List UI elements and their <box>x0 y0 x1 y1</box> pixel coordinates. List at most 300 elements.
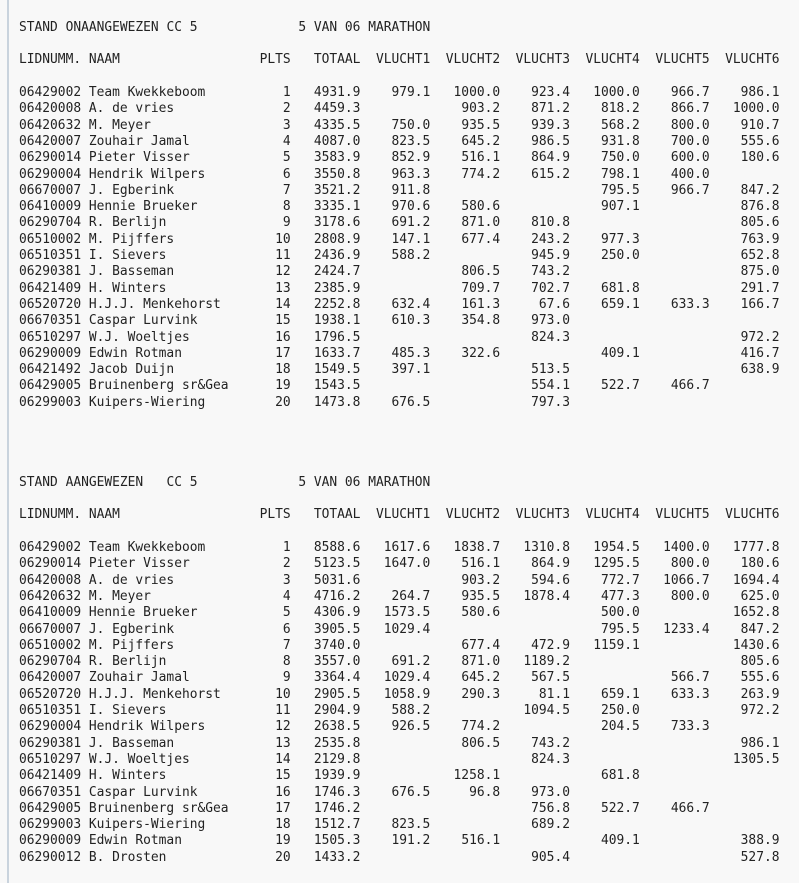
vlucht3-cell: 810.8 <box>531 215 570 231</box>
totaal-cell: 1939.9 <box>313 768 361 784</box>
vlucht2-cell: 871.0 <box>461 215 501 231</box>
naam-cell: J. Basseman <box>88 735 175 751</box>
vlucht1-header: VLUCHT1 <box>375 52 431 67</box>
vlucht6-cell: 972.2 <box>740 703 780 718</box>
naam-cell: H.J.J. Menkehorst <box>88 296 221 312</box>
totaal-cell: 1549.5 <box>313 362 361 378</box>
lidnummer-cell: 06670007 <box>19 621 82 637</box>
plts-cell: 2 <box>282 556 291 572</box>
naam-cell: Kuipers-Wiering <box>88 817 206 833</box>
vlucht3-cell: 513.5 <box>531 362 570 378</box>
plts-header: PLTS <box>259 507 291 522</box>
lidnummer-cell: 06421492 <box>19 362 82 378</box>
vlucht2-cell: 677.4 <box>461 231 501 247</box>
lidnummer-cell: 06670351 <box>19 313 82 329</box>
lidnummer-cell: 06421409 <box>19 768 82 784</box>
vlucht4-cell: 409.1 <box>601 833 640 849</box>
naam-cell: M. Meyer <box>88 117 151 133</box>
vlucht4-cell: 522.7 <box>601 378 640 394</box>
vlucht1-cell: 147.1 <box>391 231 431 247</box>
vlucht4-cell: 659.1 <box>601 296 640 312</box>
totaal-cell: 1746.3 <box>313 784 361 800</box>
vlucht5-cell: 1233.4 <box>663 621 710 637</box>
vlucht5-cell: 633.3 <box>670 296 710 312</box>
lidnummer-cell: 06510002 <box>19 231 82 247</box>
totaal-cell: 3557.0 <box>313 654 361 670</box>
table-row <box>19 703 799 719</box>
vlucht2-cell: 1000.0 <box>453 85 501 100</box>
totaal-cell: 2904.9 <box>313 703 361 718</box>
vlucht2-cell: 354.8 <box>461 313 501 329</box>
totaal-cell: 4931.9 <box>313 85 361 100</box>
vlucht1-cell: 852.9 <box>391 150 431 166</box>
plts-cell: 6 <box>282 166 291 182</box>
table-row <box>19 540 799 556</box>
vlucht1-cell: 963.3 <box>391 166 431 182</box>
lidnummer-cell: 06510002 <box>19 637 82 653</box>
vlucht1-cell: 1617.6 <box>383 540 431 555</box>
vlucht1-cell: 588.2 <box>391 248 431 263</box>
naam-cell: Bruinenberg sr&Gea <box>88 378 229 394</box>
vlucht5-cell: 466.7 <box>670 800 710 816</box>
lidnummer-cell: 06420007 <box>19 670 82 686</box>
vlucht3-cell: 472.9 <box>531 637 570 653</box>
vlucht4-cell: 1954.5 <box>593 540 640 555</box>
vlucht6-cell: 555.6 <box>740 133 780 149</box>
vlucht1-cell: 610.3 <box>391 313 431 329</box>
vlucht6-cell: 625.0 <box>740 588 780 604</box>
table-row <box>19 638 799 654</box>
lidnummer-cell: 06520720 <box>19 686 82 702</box>
vlucht3-cell: 824.3 <box>531 751 570 767</box>
vlucht3-cell: 81.1 <box>538 686 570 702</box>
lidnummer-cell: 06429005 <box>19 378 82 394</box>
vlucht4-cell: 522.7 <box>601 800 640 816</box>
vlucht5-cell: 733.3 <box>670 719 710 735</box>
plts-cell: 18 <box>275 362 291 378</box>
vlucht4-cell: 659.1 <box>601 686 640 702</box>
plts-cell: 14 <box>275 296 291 312</box>
vlucht3-cell: 824.3 <box>531 329 570 345</box>
table-row <box>19 150 799 166</box>
vlucht6-cell: 180.6 <box>740 150 780 166</box>
plts-cell: 15 <box>275 768 291 784</box>
vlucht6-cell: 638.9 <box>740 362 780 378</box>
vlucht1-cell: 397.1 <box>391 362 431 378</box>
vlucht2-cell: 1838.7 <box>453 540 501 555</box>
plts-cell: 5 <box>282 605 291 621</box>
vlucht5-cell: 966.7 <box>670 85 710 100</box>
vlucht6-cell: 555.6 <box>740 670 780 686</box>
naam-cell: W.J. Woeltjes <box>88 751 190 767</box>
totaal-cell: 2436.9 <box>313 248 361 263</box>
plts-cell: 6 <box>282 621 291 637</box>
vlucht3-cell: 743.2 <box>531 264 570 280</box>
vlucht2-cell: 516.1 <box>461 833 501 849</box>
vlucht1-cell: 632.4 <box>391 296 431 312</box>
plts-cell: 11 <box>275 248 291 263</box>
vlucht6-cell: 527.8 <box>740 849 780 865</box>
vlucht4-cell: 795.5 <box>601 621 640 637</box>
totaal-cell: 3905.5 <box>313 621 361 637</box>
naam-cell: J. Egberink <box>88 182 175 198</box>
naam-cell: Pieter Visser <box>88 150 190 166</box>
vlucht1-cell: 691.2 <box>391 654 431 670</box>
vlucht5-cell: 866.7 <box>670 101 710 117</box>
plts-cell: 12 <box>275 719 291 735</box>
vlucht5-cell: 1066.7 <box>663 572 710 588</box>
naam-header: NAAM <box>88 52 120 67</box>
lidnummer-cell: 06510297 <box>19 751 82 767</box>
vlucht3-cell: 905.4 <box>531 849 570 865</box>
vlucht6-cell: 847.2 <box>740 621 780 637</box>
vlucht2-cell: 871.0 <box>461 654 501 670</box>
lidnummer-cell: 06429002 <box>19 85 82 100</box>
table-row <box>19 768 799 784</box>
naam-cell: W.J. Woeltjes <box>88 329 190 345</box>
table-row <box>19 167 799 183</box>
vlucht4-cell: 795.5 <box>601 182 640 198</box>
plts-cell: 1 <box>282 85 291 100</box>
totaal-cell: 2424.7 <box>313 264 361 280</box>
plts-cell: 2 <box>282 101 291 117</box>
lidnummer-cell: 06290381 <box>19 735 82 751</box>
plts-cell: 15 <box>275 313 291 329</box>
vlucht2-cell: 774.2 <box>461 719 501 735</box>
vlucht2-cell: 96.8 <box>469 784 501 800</box>
vlucht2-cell: 580.6 <box>461 199 501 215</box>
vlucht4-cell: 1295.5 <box>593 556 640 572</box>
plts-cell: 1 <box>282 540 291 555</box>
vlucht4-cell: 798.1 <box>601 166 640 182</box>
vlucht3-cell: 756.8 <box>531 800 570 816</box>
vlucht2-cell: 806.5 <box>461 264 501 280</box>
vlucht6-cell: 388.9 <box>740 833 780 849</box>
totaal-cell: 4459.3 <box>313 101 361 117</box>
totaal-cell: 3335.1 <box>313 199 361 215</box>
lidnummer-cell: 06670351 <box>19 784 82 800</box>
vlucht5-cell: 1400.0 <box>663 540 710 555</box>
plts-cell: 16 <box>275 784 291 800</box>
plts-cell: 13 <box>275 280 291 296</box>
left-border <box>7 0 9 883</box>
vlucht6-cell: 847.2 <box>740 182 780 198</box>
totaal-cell: 1746.2 <box>313 800 361 816</box>
table-row <box>19 281 799 297</box>
vlucht6-cell: 805.6 <box>740 654 780 670</box>
lidnummer-cell: 06290014 <box>19 556 82 572</box>
vlucht4-cell: 1159.1 <box>593 637 640 653</box>
vlucht6-cell: 875.0 <box>740 264 780 280</box>
lidnummer-cell: 06290009 <box>19 833 82 849</box>
plts-cell: 10 <box>275 686 291 702</box>
table-row <box>19 850 799 866</box>
vlucht4-cell: 977.3 <box>601 231 640 247</box>
lidnummer-cell: 06290381 <box>19 264 82 280</box>
vlucht5-cell: 800.0 <box>670 556 710 572</box>
totaal-cell: 1543.5 <box>313 378 361 394</box>
table-row <box>19 362 799 378</box>
plts-cell: 3 <box>282 572 291 588</box>
vlucht1-cell: 970.6 <box>391 199 431 215</box>
vlucht3-cell: 864.9 <box>531 556 570 572</box>
vlucht2-cell: 1258.1 <box>453 768 501 784</box>
vlucht4-cell: 1000.0 <box>593 85 640 100</box>
naam-cell: H. Winters <box>88 768 167 784</box>
totaal-cell: 5031.6 <box>313 572 361 588</box>
vlucht1-cell: 823.5 <box>391 133 431 149</box>
lidnummer-cell: 06299003 <box>19 394 82 410</box>
vlucht3-cell: 554.1 <box>531 378 570 394</box>
naam-cell: Caspar Lurvink <box>88 784 198 800</box>
totaal-cell: 2385.9 <box>313 280 361 296</box>
naam-cell: H.J.J. Menkehorst <box>88 686 221 702</box>
vlucht6-cell: 291.7 <box>740 280 780 296</box>
totaal-cell: 8588.6 <box>313 540 361 555</box>
totaal-cell: 5123.5 <box>313 556 361 572</box>
vlucht2-cell: 516.1 <box>461 150 501 166</box>
totaal-cell: 2129.8 <box>313 751 361 767</box>
naam-cell: Edwin Rotman <box>88 833 182 849</box>
plts-cell: 5 <box>282 150 291 166</box>
totaal-cell: 2905.5 <box>313 686 361 702</box>
vlucht1-cell: 676.5 <box>391 784 431 800</box>
lidnummer-cell: 06420008 <box>19 572 82 588</box>
vlucht4-cell: 931.8 <box>601 133 640 149</box>
plts-cell: 8 <box>282 199 291 215</box>
totaal-cell: 4716.2 <box>313 588 361 604</box>
lidnummer-header: LIDNUMM. <box>19 507 82 522</box>
table-row <box>19 622 799 638</box>
table-row <box>19 232 799 248</box>
plts-cell: 12 <box>275 264 291 280</box>
totaal-cell: 3583.9 <box>313 150 361 166</box>
vlucht5-cell: 566.7 <box>670 670 710 686</box>
vlucht2-cell: 709.7 <box>461 280 501 296</box>
naam-cell: J. Basseman <box>88 264 175 280</box>
naam-cell: Bruinenberg sr&Gea <box>88 800 229 816</box>
totaal-cell: 4087.0 <box>313 133 361 149</box>
vlucht1-cell: 485.3 <box>391 345 431 361</box>
plts-cell: 9 <box>282 215 291 231</box>
lidnummer-cell: 06410009 <box>19 199 82 215</box>
totaal-cell: 2252.8 <box>313 296 361 312</box>
title-line <box>19 475 799 491</box>
vlucht5-cell: 800.0 <box>670 117 710 133</box>
table-row <box>19 801 799 817</box>
lidnummer-cell: 06421409 <box>19 280 82 296</box>
naam-cell: R. Berlijn <box>88 215 167 231</box>
vlucht3-cell: 743.2 <box>531 735 570 751</box>
vlucht4-cell: 818.2 <box>601 101 640 117</box>
vlucht2-cell: 516.1 <box>461 556 501 572</box>
lidnummer-cell: 06429005 <box>19 800 82 816</box>
vlucht3-cell: 1189.2 <box>523 654 570 670</box>
vlucht6-cell: 1694.4 <box>732 572 780 588</box>
vlucht6-cell: 166.7 <box>740 296 780 312</box>
vlucht1-cell: 1573.5 <box>383 605 431 621</box>
vlucht5-cell: 800.0 <box>670 588 710 604</box>
table-row <box>19 248 799 264</box>
vlucht1-cell: 979.1 <box>391 85 431 100</box>
plts-cell: 17 <box>275 800 291 816</box>
vlucht3-cell: 923.4 <box>531 85 570 100</box>
vlucht3-cell: 702.7 <box>531 280 570 296</box>
vlucht3-cell: 1310.8 <box>523 540 570 555</box>
lidnummer-cell: 06520720 <box>19 296 82 312</box>
vlucht1-cell: 588.2 <box>391 703 431 718</box>
vlucht6-cell: 763.9 <box>740 231 780 247</box>
plts-cell: 7 <box>282 637 291 653</box>
plts-cell: 20 <box>275 394 291 410</box>
lidnummer-cell: 06290704 <box>19 215 82 231</box>
lidnummer-cell: 06420632 <box>19 117 82 133</box>
table-row <box>19 719 799 735</box>
plts-cell: 13 <box>275 735 291 751</box>
vlucht4-cell: 250.0 <box>601 248 640 263</box>
totaal-cell: 3364.4 <box>313 670 361 686</box>
totaal-cell: 1505.3 <box>313 833 361 849</box>
lidnummer-cell: 06290012 <box>19 849 82 865</box>
vlucht6-cell: 1430.6 <box>732 637 780 653</box>
vlucht3-cell: 871.2 <box>531 101 570 117</box>
vlucht6-header: VLUCHT6 <box>725 507 780 522</box>
vlucht2-cell: 322.6 <box>461 345 501 361</box>
vlucht3-header: VLUCHT3 <box>515 507 570 522</box>
naam-header: NAAM <box>88 507 120 522</box>
vlucht2-cell: 903.2 <box>461 101 501 117</box>
table-row <box>19 264 799 280</box>
section-subtitle: 5 VAN 06 MARATHON <box>298 20 431 35</box>
plts-cell: 4 <box>282 588 291 604</box>
naam-cell: Team Kwekkeboom <box>88 540 206 555</box>
lidnummer-cell: 06290004 <box>19 166 82 182</box>
table-row <box>19 670 799 686</box>
plts-cell: 9 <box>282 670 291 686</box>
vlucht4-cell: 477.3 <box>601 588 640 604</box>
naam-cell: Hennie Brueker <box>88 605 198 621</box>
plts-cell: 17 <box>275 345 291 361</box>
table-row <box>19 297 799 313</box>
table-row <box>19 817 799 833</box>
table-row <box>19 395 799 411</box>
plts-cell: 19 <box>275 378 291 394</box>
vlucht1-cell: 1647.0 <box>383 556 431 572</box>
lidnummer-cell: 06670007 <box>19 182 82 198</box>
totaal-cell: 2808.9 <box>313 231 361 247</box>
vlucht6-cell: 1000.0 <box>732 101 780 117</box>
vlucht1-cell: 1029.4 <box>383 670 431 686</box>
totaal-cell: 2535.8 <box>313 735 361 751</box>
lidnummer-cell: 06290009 <box>19 345 82 361</box>
totaal-cell: 3521.2 <box>313 182 361 198</box>
plts-cell: 4 <box>282 133 291 149</box>
table-row <box>19 183 799 199</box>
table-row <box>19 833 799 849</box>
vlucht4-cell: 681.8 <box>601 768 640 784</box>
vlucht3-cell: 945.9 <box>531 248 570 263</box>
naam-cell: Zouhair Jamal <box>88 670 190 686</box>
vlucht1-cell: 1029.4 <box>383 621 431 637</box>
vlucht1-cell: 926.5 <box>391 719 431 735</box>
plts-cell: 8 <box>282 654 291 670</box>
table-row <box>19 85 799 101</box>
vlucht4-cell: 772.7 <box>601 572 640 588</box>
table-row <box>19 785 799 801</box>
vlucht2-cell: 677.4 <box>461 637 501 653</box>
lidnummer-cell: 06290704 <box>19 654 82 670</box>
lidnummer-cell: 06420632 <box>19 588 82 604</box>
lidnummer-cell: 06420007 <box>19 133 82 149</box>
lidnummer-cell: 06510351 <box>19 703 82 718</box>
plts-cell: 14 <box>275 751 291 767</box>
vlucht6-cell: 263.9 <box>740 686 780 702</box>
totaal-cell: 1938.1 <box>313 313 361 329</box>
vlucht1-cell: 750.0 <box>391 117 431 133</box>
vlucht5-cell: 600.0 <box>670 150 710 166</box>
vlucht6-cell: 1305.5 <box>732 751 780 767</box>
naam-cell: Jacob Duijn <box>88 362 175 378</box>
totaal-cell: 4306.9 <box>313 605 361 621</box>
lidnummer-cell: 06290004 <box>19 719 82 735</box>
vlucht6-cell: 910.7 <box>740 117 780 133</box>
vlucht4-cell: 250.0 <box>601 703 640 718</box>
vlucht6-cell: 986.1 <box>740 735 780 751</box>
section-title: STAND AANGEWEZEN CC 5 <box>19 475 198 490</box>
section-title: STAND ONAANGEWEZEN CC 5 <box>19 20 198 35</box>
vlucht3-cell: 615.2 <box>531 166 570 182</box>
vlucht1-cell: 676.5 <box>391 394 431 410</box>
plts-cell: 7 <box>282 182 291 198</box>
naam-cell: Zouhair Jamal <box>88 133 190 149</box>
header-row <box>19 507 799 523</box>
vlucht2-cell: 806.5 <box>461 735 501 751</box>
vlucht3-cell: 1878.4 <box>523 588 570 604</box>
naam-cell: Caspar Lurvink <box>88 313 198 329</box>
table-row <box>19 573 799 589</box>
vlucht4-header: VLUCHT4 <box>585 52 640 67</box>
vlucht4-cell: 409.1 <box>601 345 640 361</box>
naam-cell: Kuipers-Wiering <box>88 394 206 410</box>
vlucht6-cell: 180.6 <box>740 556 780 572</box>
vlucht5-cell: 466.7 <box>670 378 710 394</box>
section-subtitle: 5 VAN 06 MARATHON <box>298 475 431 490</box>
lidnummer-cell: 06510297 <box>19 329 82 345</box>
vlucht3-cell: 973.0 <box>531 784 570 800</box>
plts-cell: 10 <box>275 231 291 247</box>
table-row <box>19 654 799 670</box>
lidnummer-cell: 06299003 <box>19 817 82 833</box>
vlucht3-cell: 797.3 <box>531 394 570 410</box>
vlucht3-cell: 689.2 <box>531 817 570 833</box>
naam-cell: M. Pijffers <box>88 231 175 247</box>
naam-cell: I. Sievers <box>88 248 167 263</box>
plts-cell: 19 <box>275 833 291 849</box>
vlucht3-cell: 864.9 <box>531 150 570 166</box>
totaal-cell: 2638.5 <box>313 719 361 735</box>
totaal-cell: 1796.5 <box>313 329 361 345</box>
naam-cell: M. Meyer <box>88 588 151 604</box>
naam-cell: Team Kwekkeboom <box>88 85 206 100</box>
vlucht6-cell: 652.8 <box>740 248 780 263</box>
table-row <box>19 313 799 329</box>
totaal-cell: 1512.7 <box>313 817 361 833</box>
table-row <box>19 736 799 752</box>
plts-cell: 11 <box>275 703 291 718</box>
vlucht4-cell: 204.5 <box>601 719 640 735</box>
vlucht2-cell: 903.2 <box>461 572 501 588</box>
lidnummer-cell: 06510351 <box>19 248 82 263</box>
